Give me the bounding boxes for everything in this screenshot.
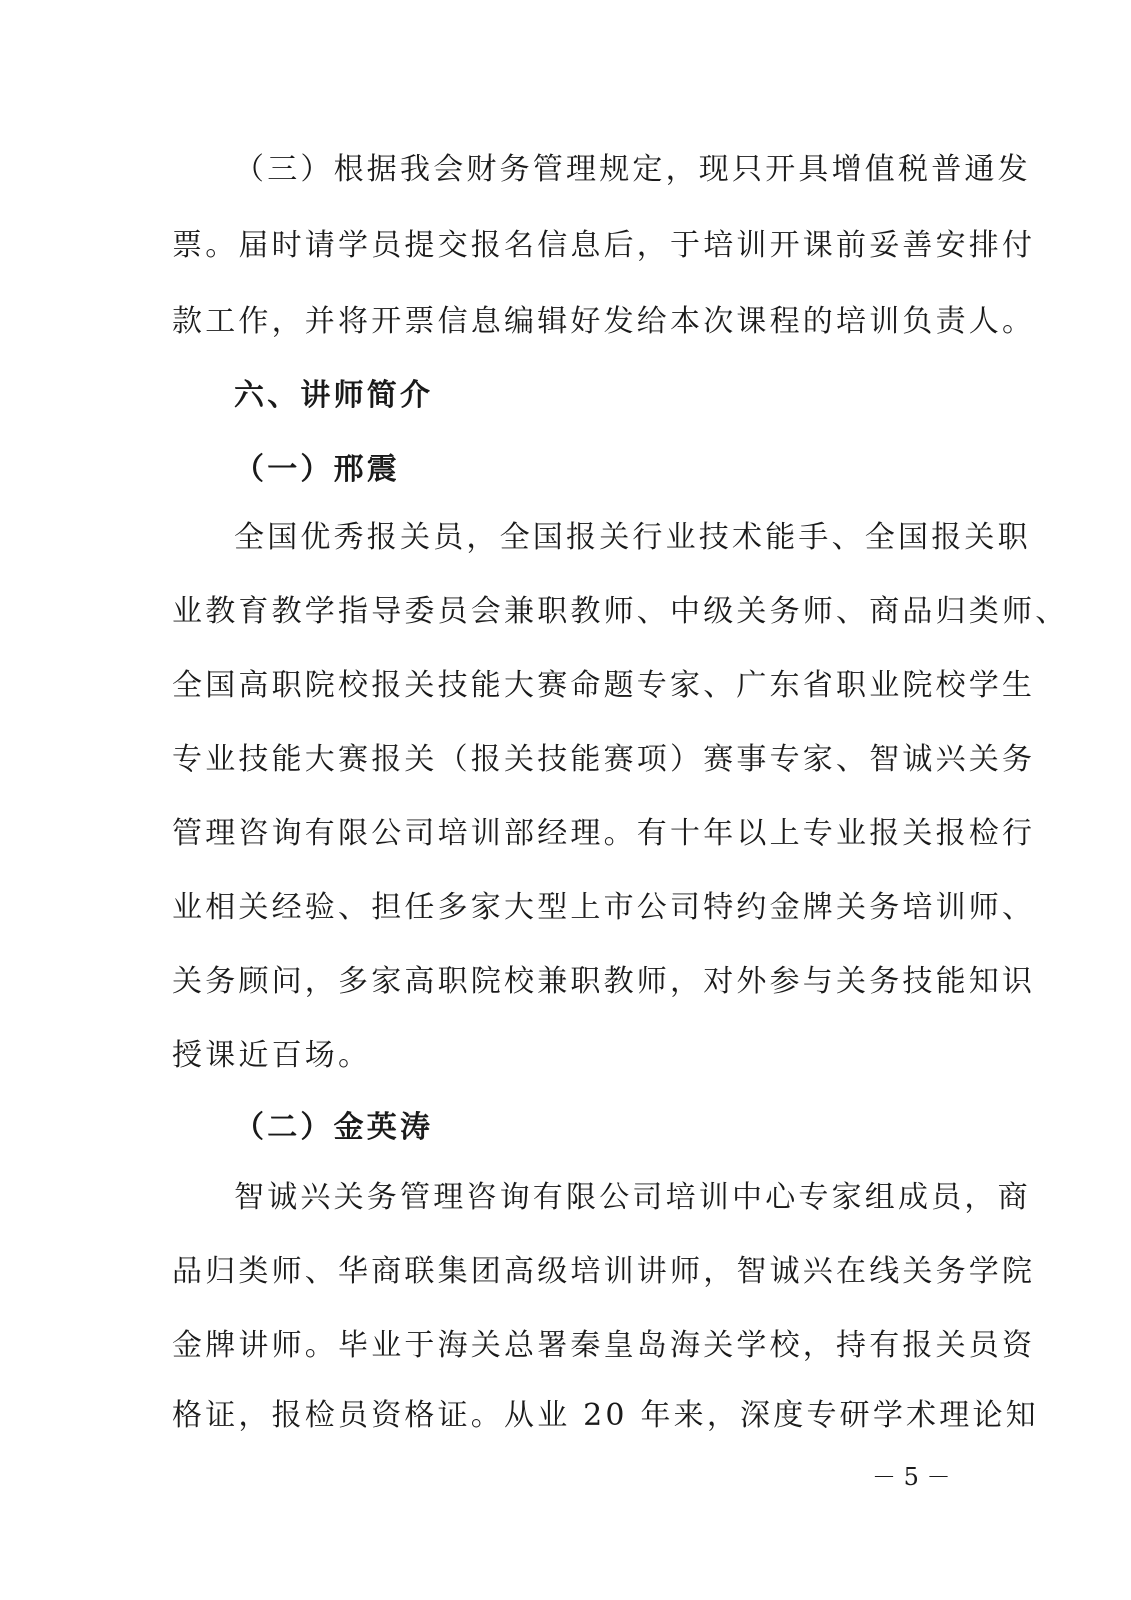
lecturer-two-line-4: 格证，报检员资格证。从业 20 年来，深度专研学术理论知 (172, 1398, 1039, 1433)
lecturer-one-line-8: 授课近百场。 (172, 1038, 372, 1073)
lecturer-one-heading: （一）邢震 (234, 452, 400, 487)
page-number: － 5 － (872, 1463, 951, 1491)
lecturer-two-heading: （二）金英涛 (234, 1110, 434, 1145)
lecturer-two-line-1: 智诚兴关务管理咨询有限公司培训中心专家组成员，商 (234, 1180, 1031, 1215)
payment-paragraph-line-2: 票。届时请学员提交报名信息后，于培训开课前妥善安排付 (172, 228, 1036, 263)
lecturer-one-line-2: 业教育教学指导委员会兼职教师、中级关务师、商品归类师、 (172, 594, 1069, 629)
lecturer-one-line-3: 全国高职院校报关技能大赛命题专家、广东省职业院校学生 (172, 668, 1036, 703)
lecturer-one-line-5: 管理咨询有限公司培训部经理。有十年以上专业报关报检行 (172, 816, 1036, 851)
lecturer-one-line-1: 全国优秀报关员，全国报关行业技术能手、全国报关职 (234, 520, 1031, 555)
lecturer-one-line-4: 专业技能大赛报关（报关技能赛项）赛事专家、智诚兴关务 (172, 742, 1036, 777)
payment-paragraph-line-1: （三）根据我会财务管理规定，现只开具增值税普通发 (234, 152, 1031, 187)
lecturer-two-line-2: 品归类师、华商联集团高级培训讲师，智诚兴在线关务学院 (172, 1254, 1036, 1289)
lecturer-two-line-3: 金牌讲师。毕业于海关总署秦皇岛海关学校，持有报关员资 (172, 1328, 1036, 1363)
section-heading-lecturers: 六、讲师简介 (234, 378, 434, 413)
lecturer-one-line-7: 关务顾问，多家高职院校兼职教师，对外参与关务技能知识 (172, 964, 1036, 999)
lecturer-one-line-6: 业相关经验、担任多家大型上市公司特约金牌关务培训师、 (172, 890, 1036, 925)
payment-paragraph-line-3: 款工作，并将开票信息编辑好发给本次课程的培训负责人。 (172, 304, 1036, 339)
